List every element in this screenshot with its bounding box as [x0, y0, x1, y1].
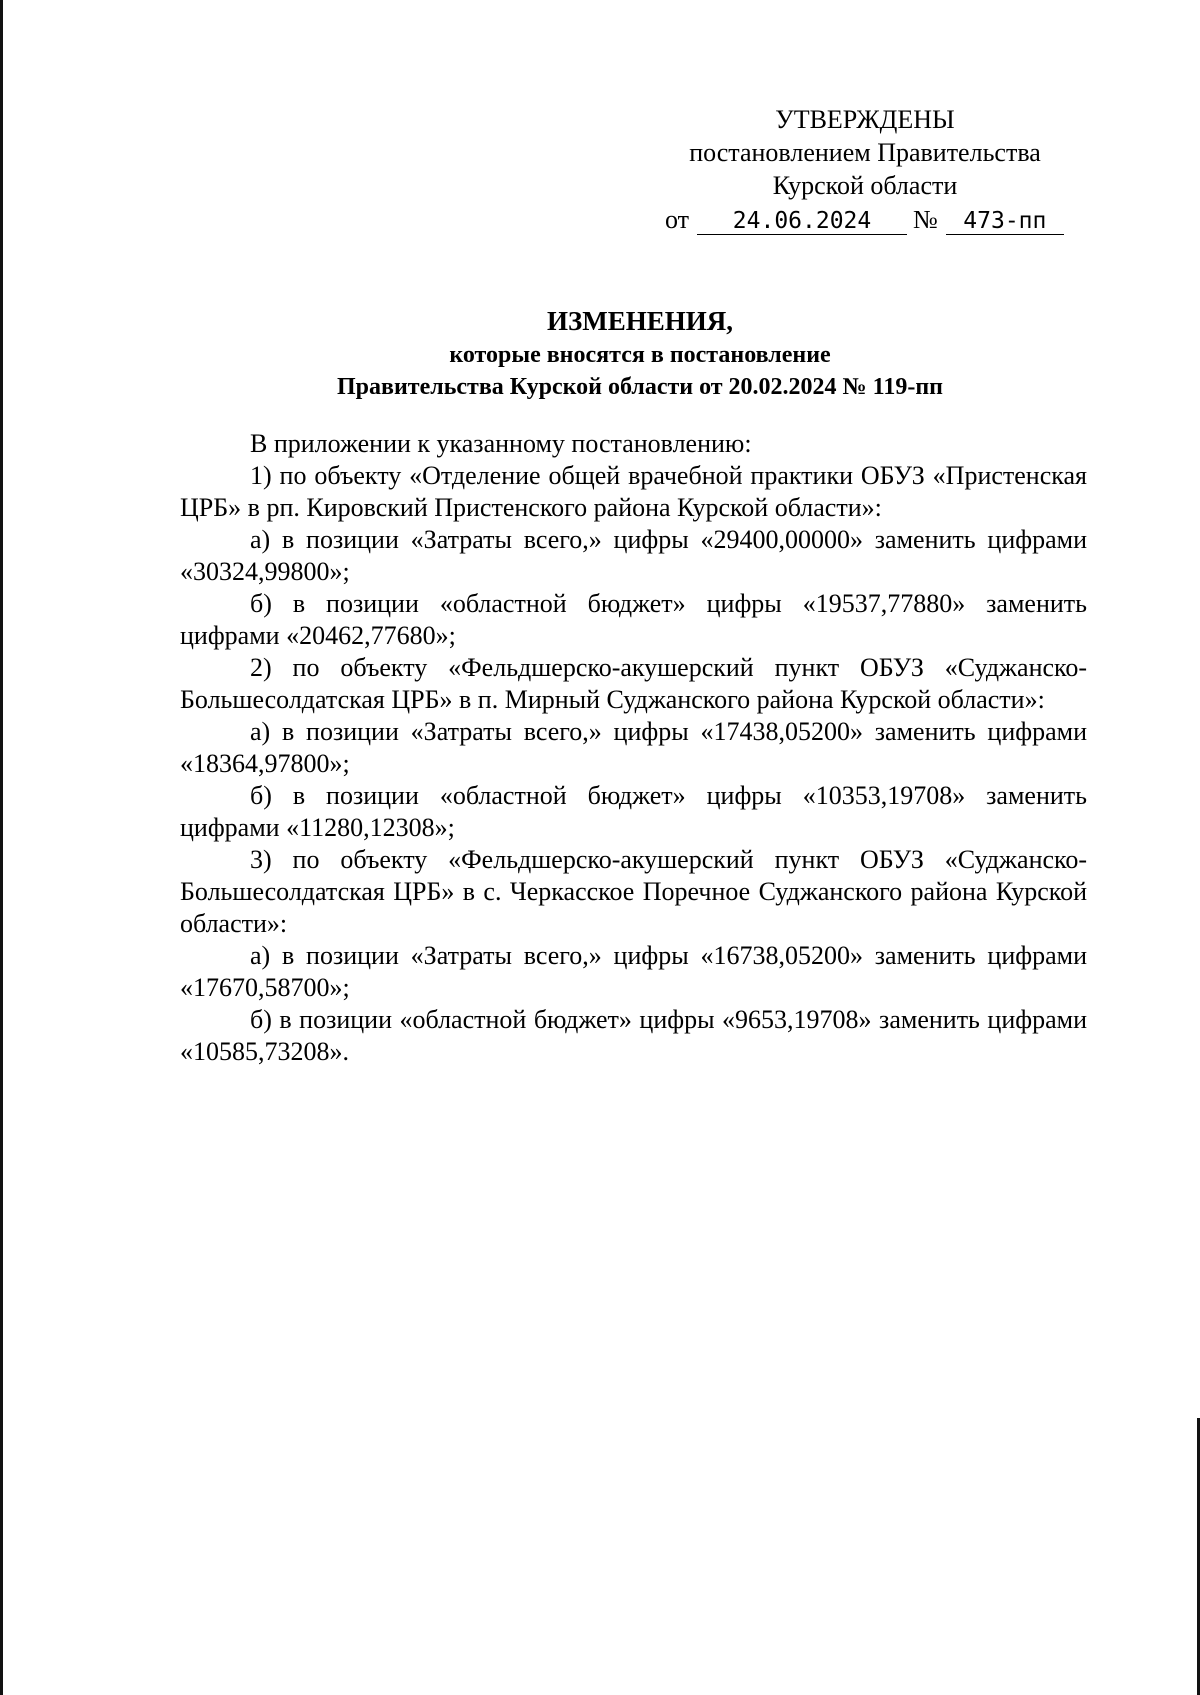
- item-1: 1) по объекту «Отделение общей врачебной практики ОБУЗ «Пристенская ЦРБ» в рп. Кировский Пристенского района Курской области»:: [180, 461, 1087, 522]
- item-1-a: а) в позиции «Затраты всего,» цифры «29400,00000» заменить цифрами «30324,99800»;: [180, 525, 1087, 586]
- approval-number: 473-пп: [946, 208, 1064, 235]
- approval-stamp: [640, 103, 1090, 202]
- approval-authority: постановлением Правительства: [689, 138, 1041, 167]
- approval-date-line: [665, 203, 1085, 236]
- document-title: [180, 303, 1100, 403]
- item-2-b: б) в позиции «областной бюджет» цифры «10353,19708» заменить цифрами «11280,12308»;: [180, 781, 1087, 842]
- item-2-a: а) в позиции «Затраты всего,» цифры «17438,05200» заменить цифрами «18364,97800»;: [180, 717, 1087, 778]
- body-intro: В приложении к указанному постановлению:: [250, 429, 752, 458]
- date-prefix: от: [665, 205, 690, 234]
- item-3: 3) по объекту «Фельдшерско-акушерский пункт ОБУЗ «Суджанско-Большесолдатская ЦРБ» в с. Черкасское Поречное Суджанского района Курской области»:: [180, 845, 1087, 938]
- item-2: 2) по объекту «Фельдшерско-акушерский пункт ОБУЗ «Суджанско-Большесолдатская ЦРБ» в п. Мирный Суджанского района Курской области»:: [180, 653, 1087, 714]
- number-sign: №: [913, 205, 938, 234]
- scan-edge-left: [0, 0, 3, 1695]
- title-heading: ИЗМЕНЕНИЯ,: [546, 306, 733, 336]
- item-1-b: б) в позиции «областной бюджет» цифры «19537,77880» заменить цифрами «20462,77680»;: [180, 589, 1087, 650]
- title-subheading: которые вносятся в постановление: [449, 342, 831, 368]
- approval-heading: УТВЕРЖДЕНЫ: [775, 105, 955, 134]
- document-body: [180, 428, 1087, 1068]
- approval-region: Курской области: [772, 171, 958, 200]
- title-reference: Правительства Курской области от 20.02.2024 № 119-пп: [337, 374, 943, 400]
- item-3-a: а) в позиции «Затраты всего,» цифры «16738,05200» заменить цифрами «17670,58700»;: [180, 941, 1087, 1002]
- item-3-b: б) в позиции «областной бюджет» цифры «9653,19708» заменить цифрами «10585,73208».: [180, 1005, 1087, 1066]
- approval-date: 24.06.2024: [697, 208, 907, 235]
